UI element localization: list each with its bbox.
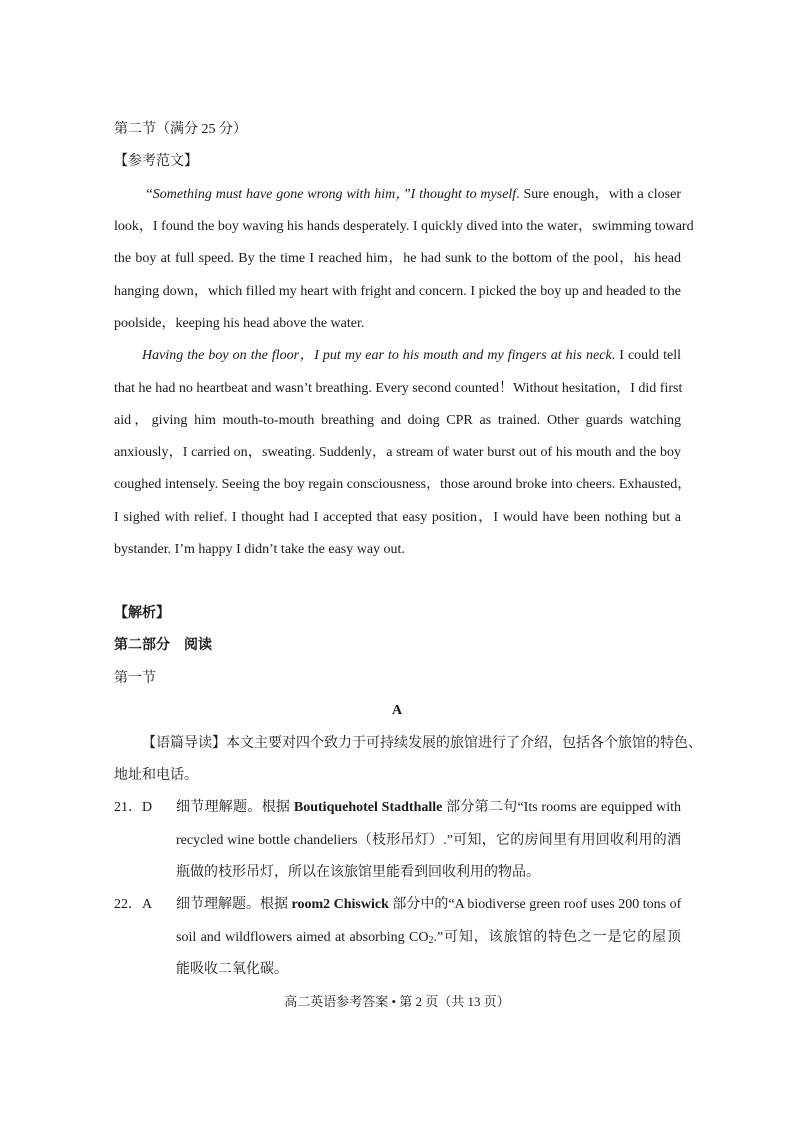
- q21-line-1-pre: 细节理解题。根据: [176, 800, 294, 815]
- q22-hotel-name: room2 Chiswick: [291, 897, 389, 912]
- model-essay-label: 【参考范文】: [114, 154, 198, 169]
- passage-label: A: [391, 703, 403, 718]
- essay-p2-line-7: bystander. I’m happy I didn’t take the easy way out.: [114, 542, 405, 557]
- essay-p1-line-3: the boy at full speed. By the time I reached him，he had sunk to the bottom of the pool，his head: [114, 251, 681, 266]
- essay-p1-line-1-rest: . Sure enough，with a closer: [516, 187, 681, 202]
- section-heading: 第二节（满分 25 分）: [114, 122, 247, 137]
- q22-line-2-post: .”可知，该旅馆的特色之一是它的屋顶: [433, 930, 681, 945]
- essay-p2-line-3: aid，giving him mouth-to-mouth breathing and doing CPR as trained. Other guards watching: [114, 413, 681, 428]
- q22-number: 22．A: [114, 897, 153, 912]
- essay-p1-line-4: hanging down，which filled my heart with fright and concern. I picked the boy up and headed to the: [114, 284, 681, 299]
- essay-p2-line-5: coughed intensely. Seeing the boy regain consciousness，those around broke into cheers. Exhausted，: [114, 477, 692, 492]
- q21-line-1-post: 部分第二句“Its rooms are equipped with: [442, 800, 682, 815]
- page-footer: 高二英语参考答案 • 第 2 页（共 13 页）: [284, 994, 510, 1009]
- essay-p1-line-1: [145, 186, 681, 204]
- q22-line-1-pre: 细节理解题。根据: [176, 897, 292, 912]
- essay-p1-line-2: look，I found the boy waving his hands desperately. I quickly dived into the water，swimming toward: [114, 219, 694, 234]
- essay-p2-opening: Having the boy on the floor，I put my ear to his mouth and my fingers at his neck: [142, 348, 612, 363]
- analysis-label: 【解析】: [114, 606, 170, 621]
- essay-p2-line-2: that he had no heartbeat and wasn’t breathing. Every second counted！Without hesitation，I did first: [114, 381, 683, 396]
- q22-line-1-post: 部分中的“A biodiverse green roof uses 200 tons of: [388, 897, 682, 912]
- passage-guide-line-2: 地址和电话。: [114, 768, 198, 783]
- essay-p2-line-4: anxiously，I carried on，sweating. Suddenly，a stream of water burst out of his mouth and the boy: [114, 445, 681, 460]
- q21-line-1: [176, 799, 681, 817]
- part-heading: 第二部分 阅读: [114, 638, 212, 653]
- q22-line-2-pre: soil and wildflowers aimed at absorbing CO: [176, 930, 429, 945]
- q22-subscript: 2: [428, 935, 434, 946]
- q22-line-2: [176, 929, 681, 947]
- q21-hotel-name: Boutiquehotel Stadthalle: [293, 800, 443, 815]
- essay-p2-line-1: [142, 347, 681, 365]
- passage-guide-line-1: 【语篇导读】本文主要对四个致力于可持续发展的旅馆进行了介绍，包括各个旅馆的特色、: [142, 736, 702, 751]
- q21-line-3: 瓶做的枝形吊灯，所以在该旅馆里能看到回收利用的物品。: [176, 865, 540, 880]
- section-label: 第一节: [114, 671, 156, 686]
- essay-p1-quote: “Something must have gone wrong with him，”I thought to myself: [145, 187, 517, 202]
- essay-p1-line-5: poolside，keeping his head above the water.: [114, 316, 365, 331]
- essay-p2-line-6: I sighed with relief. I thought had I accepted that easy position，I would have been nothing but a: [114, 510, 681, 525]
- essay-p2-line-1-rest: . I could tell: [611, 348, 681, 363]
- q22-line-1: [176, 896, 681, 914]
- q21-number: 21．D: [114, 800, 153, 815]
- q22-line-3: 能吸收二氧化碳。: [176, 962, 288, 977]
- q21-line-2: recycled wine bottle chandeliers（枝形吊灯）.”可知，它的房间里有用回收利用的酒: [176, 833, 681, 848]
